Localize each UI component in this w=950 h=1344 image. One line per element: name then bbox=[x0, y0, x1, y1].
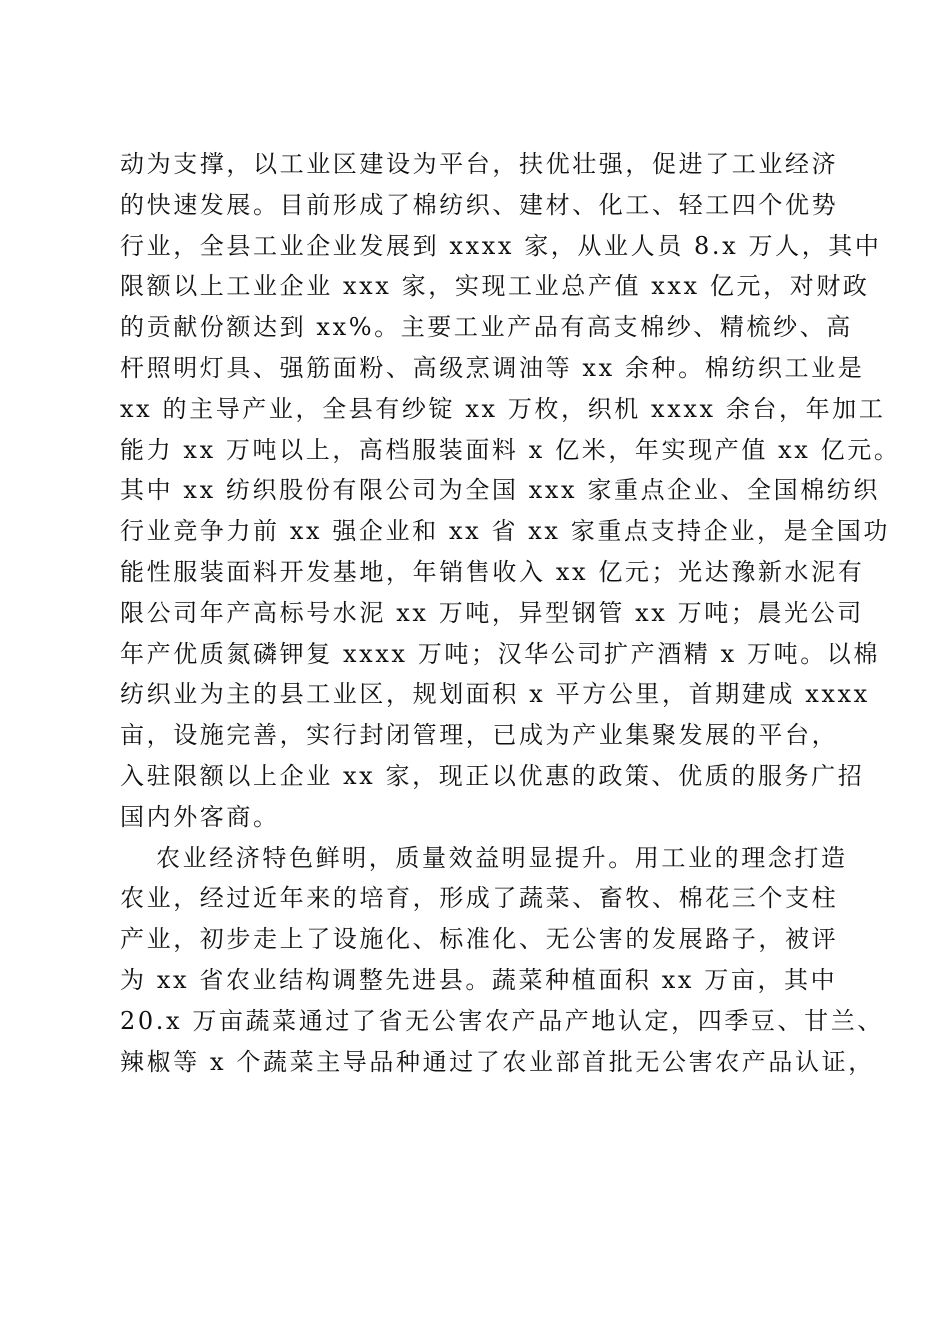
text-line: 纺织业为主的县工业区，规划面积 x 平方公里，首期建成 xxxx bbox=[120, 680, 870, 709]
text-line: 限额以上工业企业 xxx 家，实现工业总产值 xxx 亿元，对财政 bbox=[120, 272, 870, 301]
text-line: 能性服装面料开发基地，年销售收入 xx 亿元；光达豫新水泥有 bbox=[120, 557, 865, 586]
text-line: 其中 xx 纺织股份有限公司为全国 xxx 家重点企业、全国棉纺织 bbox=[120, 476, 880, 505]
text-line: 农业，经过近年来的培育，形成了蔬菜、畜牧、棉花三个支柱 bbox=[120, 884, 839, 913]
text-line: 国内外客商。 bbox=[120, 802, 280, 831]
text-line: 亩，设施完善，实行封闭管理，已成为产业集聚发展的平台， bbox=[120, 721, 839, 750]
text-line: 的快速发展。目前形成了棉纺织、建材、化工、轻工四个优势 bbox=[120, 190, 839, 219]
text-line: 限公司年产高标号水泥 xx 万吨，异型钢管 xx 万吨；晨光公司 bbox=[120, 598, 864, 627]
text-line: xx 的主导产业，全县有纱锭 xx 万枚，织机 xxxx 余台，年加工 bbox=[120, 394, 886, 423]
text-line: 20.x 万亩蔬菜通过了省无公害农产品产地认定，四季豆、甘兰、 bbox=[120, 1006, 884, 1035]
text-line: 入驻限额以上企业 xx 家，现正以优惠的政策、优质的服务广招 bbox=[120, 761, 865, 790]
text-line: 杆照明灯具、强筋面粉、高级烹调油等 xx 余种。棉纺织工业是 bbox=[120, 353, 865, 382]
text-line: 农业经济特色鲜明，质量效益明显提升。用工业的理念打造 bbox=[156, 843, 848, 872]
document-body bbox=[120, 144, 901, 1082]
text-line: 辣椒等 x 个蔬菜主导品种通过了农业部首批无公害农产品认证， bbox=[120, 1047, 875, 1076]
text-line: 产业，初步走上了设施化、标准化、无公害的发展路子，被评 bbox=[120, 925, 839, 954]
paragraph-2 bbox=[120, 838, 884, 1083]
text-line: 的贡献份额达到 xx%。主要工业产品有高支棉纱、精梳纱、高 bbox=[120, 313, 853, 342]
text-line: 为 xx 省农业结构调整先进县。蔬菜种植面积 xx 万亩，其中 bbox=[120, 965, 838, 994]
text-line: 动为支撑，以工业区建设为平台，扶优壮强，促进了工业经济 bbox=[120, 150, 839, 178]
text-line: 年产优质氮磷钾复 xxxx 万吨；汉华公司扩产酒精 x 万吨。以棉 bbox=[120, 639, 880, 668]
text-line: 行业竞争力前 xx 强企业和 xx 省 xx 家重点支持企业，是全国功 bbox=[120, 517, 890, 546]
text-line: 能力 xx 万吨以上，高档服装面料 x 亿米，年实现产值 xx 亿元。 bbox=[120, 435, 901, 464]
paragraph-1 bbox=[120, 144, 901, 838]
text-line: 行业，全县工业企业发展到 xxxx 家，从业人员 8.x 万人，其中 bbox=[120, 231, 882, 260]
